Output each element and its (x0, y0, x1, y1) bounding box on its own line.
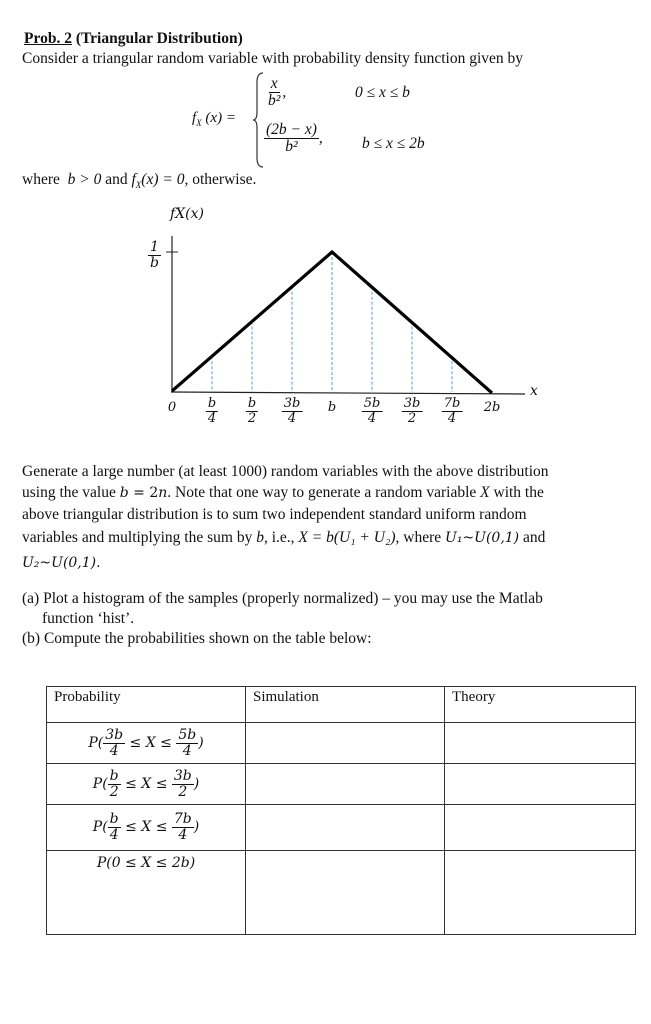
probability-cell: P( $\frac{b}{2}$ ≤ X ≤ $\frac{3b}{2}$ ) (47, 764, 246, 805)
x-axis-label: x (530, 383, 538, 399)
tick-den: 2 (407, 410, 417, 426)
mid: ≤ X ≤ (120, 776, 172, 792)
x-tick-label: b (327, 400, 337, 415)
lo-den: 2 (109, 783, 119, 800)
x-tick-label (442, 397, 463, 425)
header-simulation: Simulation (246, 687, 445, 723)
probability-cell: P(0 ≤ X ≤ 2b) (47, 851, 246, 935)
table-row (47, 851, 636, 935)
part-b: (b) Compute the probabilities shown on the table below: (22, 630, 372, 647)
case1-cond: 0 ≤ x ≤ b (355, 84, 410, 101)
simulation-cell[interactable] (246, 764, 445, 805)
mid: ≤ X ≤ (125, 735, 177, 751)
p2g: with the (489, 484, 544, 501)
x-tick-label (246, 397, 258, 425)
tick-den: 4 (207, 410, 217, 426)
case2-den: b² (285, 138, 298, 156)
tick-den: 2 (247, 410, 257, 426)
probability-cell: P( $\frac{3b}{4}$ ≤ X ≤ $\frac{5b}{4}$ ) (47, 723, 246, 764)
lo-den: 4 (109, 827, 119, 843)
where-cond: b > 0 (67, 171, 102, 188)
p2c: = 2 (128, 485, 159, 501)
p-symbol: P (92, 819, 103, 836)
where-post: , otherwise. (184, 171, 257, 188)
para-line-5: U₂~U(0,1). (22, 555, 101, 571)
intro-text: Consider a triangular random variable with probability density function given by (22, 50, 524, 67)
simulation-cell[interactable] (246, 851, 445, 935)
y-tick-label (148, 240, 161, 270)
x-tick-label: 0 (167, 400, 177, 415)
problem-number: Prob. 2 (24, 30, 72, 47)
x-tick-label: 2b (483, 400, 501, 415)
pdf-arg: (x) = (205, 110, 236, 126)
mid: ≤ X ≤ (120, 819, 172, 836)
tick-den: 4 (367, 410, 377, 426)
para-line-3: above triangular distribution is to sum two independent standard uniform random (22, 506, 527, 523)
y-tick-num: 1 (150, 239, 159, 255)
p-symbol: P (92, 776, 103, 792)
where-and: and (105, 171, 128, 188)
table-row (47, 805, 636, 851)
theory-cell[interactable] (445, 805, 636, 851)
lo-num: b (109, 811, 119, 828)
case2-num: (2b − x) (266, 121, 317, 138)
pdf-case-2: $\frac{(2b - x)}{\text{b²}}$ , (266, 121, 323, 156)
tick-num: 3b (403, 396, 421, 411)
where-f: f (131, 171, 136, 188)
tick-num: b (247, 396, 257, 411)
header-theory: Theory (445, 687, 636, 723)
tick-num: 5b (363, 396, 381, 411)
parts (22, 589, 543, 649)
table-row (47, 723, 636, 764)
hi-num: 5b (178, 726, 197, 743)
where-word: where (22, 171, 60, 188)
para-line-1: Generate a large number (at least 1000) random variables with the above distribution (22, 463, 549, 480)
x-tick-label (362, 397, 383, 425)
case1-den: b² (268, 92, 281, 110)
tick-den: 4 (287, 410, 297, 426)
problem-topic: (Triangular Distribution) (75, 30, 243, 47)
p2b: b (119, 485, 129, 501)
p2d: n (158, 485, 168, 501)
x-tick-label (282, 397, 303, 425)
tick-num: 3b (283, 396, 301, 411)
p2a: using the value (22, 484, 120, 501)
p4g: and (519, 529, 546, 546)
tick-num: 7b (443, 396, 461, 411)
x-tick-label (206, 397, 218, 425)
hi-den: 4 (182, 742, 192, 759)
pdf-f: f (192, 110, 197, 126)
case2-cond: b ≤ x ≤ 2b (362, 135, 425, 152)
probability-table (46, 686, 636, 935)
pdf-case-1: $\frac{x}{\text{b²}}$ , (268, 75, 287, 110)
p2e: . Note that one way to generate a random variable (167, 484, 481, 501)
lo-num: b (109, 767, 119, 784)
table-header-row (47, 687, 636, 723)
para-line-4 (22, 527, 549, 549)
theory-cell[interactable] (445, 851, 636, 935)
hi-den: 2 (178, 783, 188, 800)
para-line-2 (22, 482, 549, 504)
p4d: X = b(U₁ + U₂) (298, 529, 396, 546)
pdf-chart (0, 0, 651, 460)
p4b: b (256, 529, 264, 546)
probability-cell: P( $\frac{b}{4}$ ≤ X ≤ $\frac{7b}{4}$ ) (47, 805, 246, 851)
p4f: U₁~U(0,1) (445, 530, 520, 546)
header-probability: Probability (47, 687, 246, 723)
case1-num: x (270, 75, 278, 92)
part-a-line-1: (a) Plot a histogram of the samples (properly normalized) – you may use the Matlab (22, 590, 543, 607)
p4a: variables and multiplying the sum by (22, 529, 257, 546)
where-sub: X (135, 180, 142, 191)
lo-num: 3b (105, 726, 124, 743)
chart-ylabel: fX(x) (170, 206, 204, 222)
y-tick-den: b (150, 254, 159, 271)
theory-cell[interactable] (445, 723, 636, 764)
p4e: , where (395, 529, 446, 546)
tick-num: b (207, 396, 217, 411)
hi-num: 3b (173, 767, 192, 784)
simulation-cell[interactable] (246, 805, 445, 851)
part-a-line-2: function ‘hist’. (42, 610, 135, 627)
theory-cell[interactable] (445, 764, 636, 805)
p4c: , i.e., (263, 529, 299, 546)
pdf-sub: X (196, 118, 202, 128)
tick-den: 4 (447, 410, 457, 426)
lo-den: 4 (109, 742, 119, 759)
x-tick-label (402, 397, 423, 425)
x-axis (171, 392, 525, 394)
table-row (47, 764, 636, 805)
simulation-cell[interactable] (246, 723, 445, 764)
where-expr: (x) = 0 (141, 171, 185, 188)
p-symbol: P (88, 735, 98, 751)
hi-den: 4 (178, 827, 188, 843)
hi-num: 7b (173, 811, 192, 828)
instructions-paragraph (22, 461, 549, 574)
p2f: X (480, 484, 490, 501)
